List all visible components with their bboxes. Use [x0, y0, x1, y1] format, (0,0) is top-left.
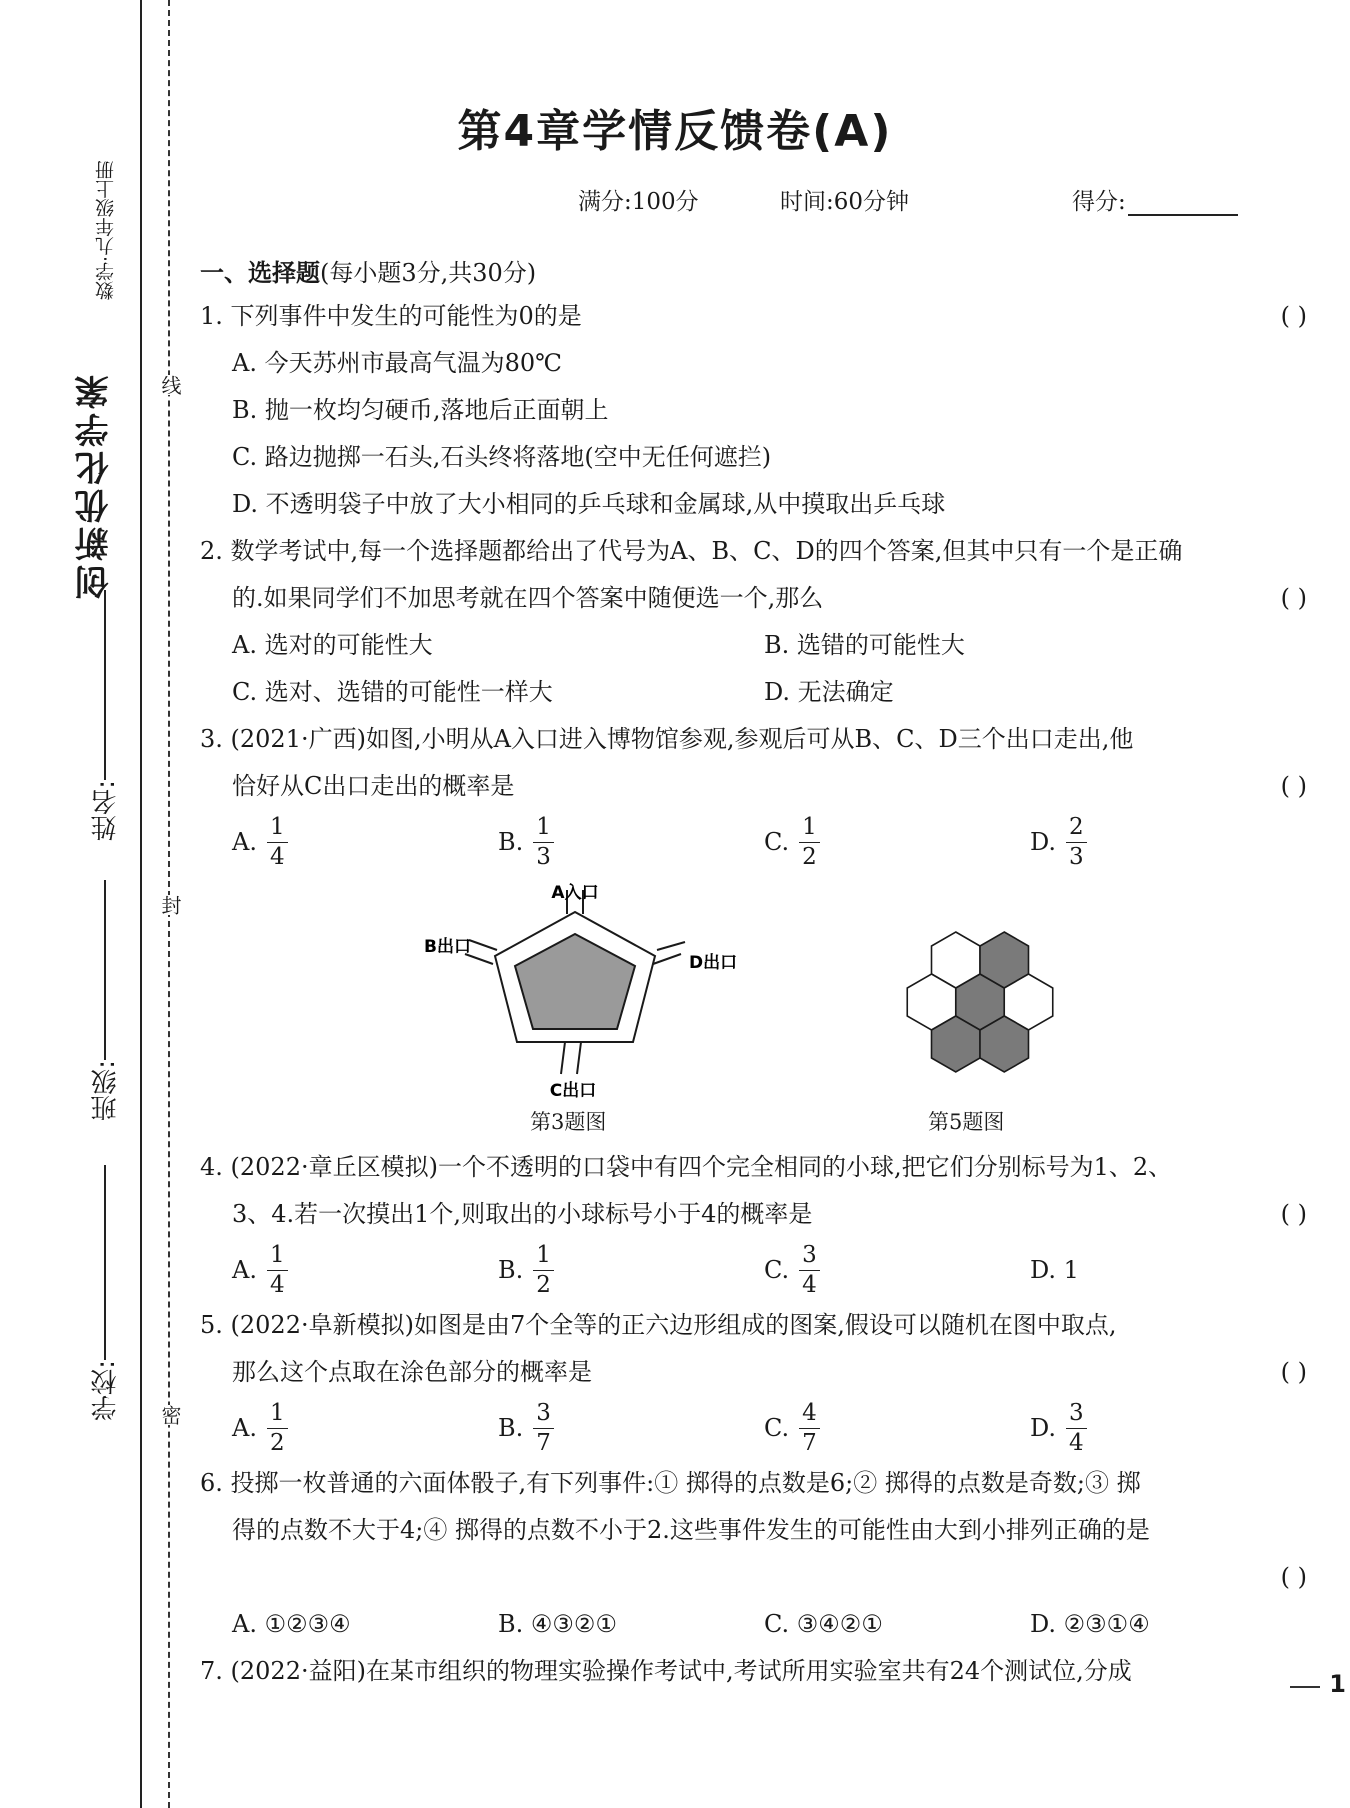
answer-blank-5[interactable]: ( )	[1280, 1358, 1307, 1386]
answer-blank-6[interactable]: ( )	[1280, 1563, 1307, 1591]
q3-option-b	[498, 813, 764, 870]
page-title: 第4章学情反馈卷(A)	[457, 106, 893, 157]
label-d-exit: D出口	[689, 953, 738, 973]
question-4-line2	[200, 1191, 1315, 1238]
q5-option-c	[764, 1399, 1030, 1456]
name-line	[104, 590, 106, 780]
numerator: 1	[533, 1244, 554, 1271]
q3-option-d	[1030, 813, 1296, 870]
q6-option-d: D. ②③①④	[1030, 1610, 1150, 1638]
binding-rule	[140, 0, 142, 1808]
exit-b-path	[469, 940, 497, 950]
fraction	[799, 813, 820, 870]
numerator: 2	[1066, 816, 1087, 843]
q1-option-d: D. 不透明袋子中放了大小相同的乒乓球和金属球,从中摸取出乒乓球	[232, 490, 946, 518]
question-6-line2: 得的点数不大于4;④ 掷得的点数不小于2.这些事件发生的可能性由大到小排列正确的是	[232, 1516, 1150, 1544]
museum-diagram	[424, 883, 738, 1104]
section-heading	[200, 253, 1315, 293]
exit-c-path	[577, 1042, 581, 1074]
question-6-answer-row	[200, 1554, 1315, 1601]
numerator: 3	[799, 1244, 820, 1271]
school-line	[104, 1165, 106, 1360]
score-label: 得分:	[1072, 189, 1126, 215]
book-series: 数学·九年级上册	[95, 160, 117, 300]
denominator: 2	[269, 1429, 285, 1456]
page-number-dash	[1290, 1686, 1320, 1688]
q3-d-letter: D.	[1030, 828, 1057, 856]
fraction	[533, 813, 554, 870]
seal-char-seal: 封	[156, 895, 185, 915]
q5-option-d	[1030, 1399, 1296, 1456]
q2-option-a: A. 选对的可能性大	[232, 631, 433, 659]
q3-option-a	[232, 813, 498, 870]
q1-option-a: A. 今天苏州市最高气温为80℃	[232, 349, 562, 377]
seal-char-secret: 密	[156, 1405, 185, 1425]
denominator: 3	[1069, 843, 1084, 870]
numerator: 1	[533, 816, 554, 843]
question-2-text: 的.如果同学们不加思考就在四个答案中随便选一个,那么	[232, 584, 824, 612]
label-b-exit: B出口	[424, 937, 471, 957]
score-line	[1128, 192, 1238, 216]
q6-options	[200, 1601, 1315, 1648]
q2-options-row1	[200, 622, 1315, 669]
page-number: 1	[1329, 1670, 1346, 1698]
q5-a-letter: A.	[232, 1414, 257, 1442]
q2-option-d: D. 无法确定	[764, 678, 894, 706]
fraction	[267, 1241, 288, 1298]
hexagon-pattern	[905, 902, 1055, 1102]
q4-option-b	[498, 1241, 764, 1298]
q4-c-letter: C.	[764, 1256, 790, 1284]
q4-b-letter: B.	[498, 1256, 524, 1284]
fraction	[1066, 813, 1087, 870]
q1-option-c: C. 路边抛掷一石头,石头终将落地(空中无任何遮拦)	[232, 443, 772, 471]
q3-a-letter: A.	[232, 828, 257, 856]
fraction	[267, 1399, 288, 1456]
figure-5-caption: 第5题图	[928, 1110, 1005, 1134]
fraction	[533, 1399, 554, 1456]
q2-option-b: B. 选错的可能性大	[764, 631, 965, 659]
denominator: 2	[536, 1271, 551, 1298]
question-3-line2	[200, 763, 1315, 810]
exit-c-path	[561, 1042, 565, 1074]
label-a-entrance: A入口	[551, 883, 599, 903]
numerator: 4	[799, 1402, 820, 1429]
question-5-line1: 5. (2022·阜新模拟)如图是由7个全等的正六边形组成的图案,假设可以随机在图中取点,	[200, 1311, 1117, 1339]
q4-option-d	[1030, 1256, 1296, 1284]
q3-option-c	[764, 813, 1030, 870]
exam-content	[200, 253, 1315, 1695]
numerator: 1	[267, 816, 288, 843]
fraction	[799, 1399, 820, 1456]
question-2-line2	[200, 575, 1315, 622]
q4-option-c	[764, 1241, 1030, 1298]
fraction	[267, 813, 288, 870]
museum-inner-hall	[515, 934, 635, 1029]
brand-logo: 创新优化学案	[75, 371, 115, 599]
class-field[interactable]	[80, 880, 130, 1121]
denominator: 4	[802, 1271, 817, 1298]
question-3-text: 恰好从C出口走出的概率是	[232, 772, 515, 800]
numerator: 1	[267, 1402, 288, 1429]
name-label: 姓名:	[90, 780, 121, 841]
denominator: 4	[269, 843, 285, 870]
score-field[interactable]	[1072, 183, 1238, 216]
fraction	[1066, 1399, 1087, 1456]
numerator: 3	[1066, 1402, 1087, 1429]
figure-3-caption: 第3题图	[530, 1110, 607, 1134]
full-score: 满分:100分	[578, 189, 699, 215]
question-1-stem	[200, 293, 1315, 340]
label-c-exit: C出口	[549, 1081, 597, 1101]
q4-d-value: 1	[1063, 1256, 1079, 1284]
exit-d-path	[657, 942, 685, 950]
q2-options-row2	[200, 669, 1315, 716]
q4-options	[200, 1238, 1315, 1302]
denominator: 4	[1069, 1429, 1084, 1456]
question-1-text: 1. 下列事件中发生的可能性为0的是	[200, 302, 582, 330]
fraction	[799, 1241, 820, 1298]
question-5-text: 那么这个点取在涂色部分的概率是	[232, 1358, 592, 1386]
time-limit: 时间:60分钟	[780, 189, 910, 215]
question-4-line1: 4. (2022·章丘区模拟)一个不透明的口袋中有四个完全相同的小球,把它们分别标号为1、2、	[200, 1153, 1173, 1181]
denominator: 3	[536, 843, 551, 870]
exit-d-path	[653, 954, 681, 964]
q6-option-b: B. ④③②①	[498, 1610, 617, 1638]
question-2-line1: 2. 数学考试中,每一个选择题都给出了代号为A、B、C、D的四个答案,但其中只有一个是正确	[200, 537, 1183, 565]
question-7-line1: 7. (2022·益阳)在某市组织的物理实验操作考试中,考试所用实验室共有24个测试位,分成	[200, 1657, 1132, 1685]
fraction	[533, 1241, 554, 1298]
q5-c-letter: C.	[764, 1414, 790, 1442]
seal-char-line: 线	[156, 375, 185, 395]
figures-area	[200, 874, 1315, 1144]
class-label: 班级:	[90, 1060, 121, 1121]
answer-blank-2[interactable]: ( )	[1280, 584, 1307, 612]
numerator: 1	[799, 816, 820, 843]
denominator: 4	[269, 1271, 285, 1298]
question-4-text: 3、4.若一次摸出1个,则取出的小球标号小于4的概率是	[232, 1200, 813, 1228]
section-subtitle: (每小题3分,共30分)	[320, 259, 537, 287]
q4-option-a	[232, 1241, 498, 1298]
q5-option-b	[498, 1399, 764, 1456]
q5-b-letter: B.	[498, 1414, 524, 1442]
q4-a-letter: A.	[232, 1256, 257, 1284]
q3-options	[200, 810, 1315, 874]
q3-b-letter: B.	[498, 828, 524, 856]
denominator: 2	[802, 843, 817, 870]
section-title: 一、选择题	[200, 259, 320, 287]
school-label: 学校:	[90, 1360, 121, 1421]
q6-option-c: C. ③④②①	[764, 1610, 883, 1638]
denominator: 7	[536, 1429, 551, 1456]
question-3-line1: 3. (2021·广西)如图,小明从A入口进入博物馆参观,参观后可从B、C、D三个出口走出,他	[200, 725, 1134, 753]
q5-d-letter: D.	[1030, 1414, 1057, 1442]
answer-blank-4[interactable]: ( )	[1280, 1200, 1307, 1228]
question-5-line2	[200, 1349, 1315, 1396]
q6-option-a: A. ①②③④	[232, 1610, 351, 1638]
q5-option-a	[232, 1399, 498, 1456]
name-field[interactable]	[80, 590, 130, 841]
q4-d-letter: D.	[1030, 1256, 1057, 1284]
question-6-line1: 6. 投掷一枚普通的六面体骰子,有下列事件:① 掷得的点数是6;② 掷得的点数是奇数;③ 掷	[200, 1469, 1141, 1497]
q3-c-letter: C.	[764, 828, 790, 856]
class-line	[104, 880, 106, 1060]
q1-option-b: B. 抛一枚均匀硬币,落地后正面朝上	[232, 396, 609, 424]
answer-blank-3[interactable]: ( )	[1280, 772, 1307, 800]
q2-option-c: C. 选对、选错的可能性一样大	[232, 678, 553, 706]
denominator: 7	[802, 1429, 817, 1456]
numerator: 3	[533, 1402, 554, 1429]
school-field[interactable]	[80, 1165, 130, 1421]
answer-blank-1[interactable]: ( )	[1280, 302, 1307, 330]
q5-options	[200, 1396, 1315, 1460]
numerator: 1	[267, 1244, 288, 1271]
